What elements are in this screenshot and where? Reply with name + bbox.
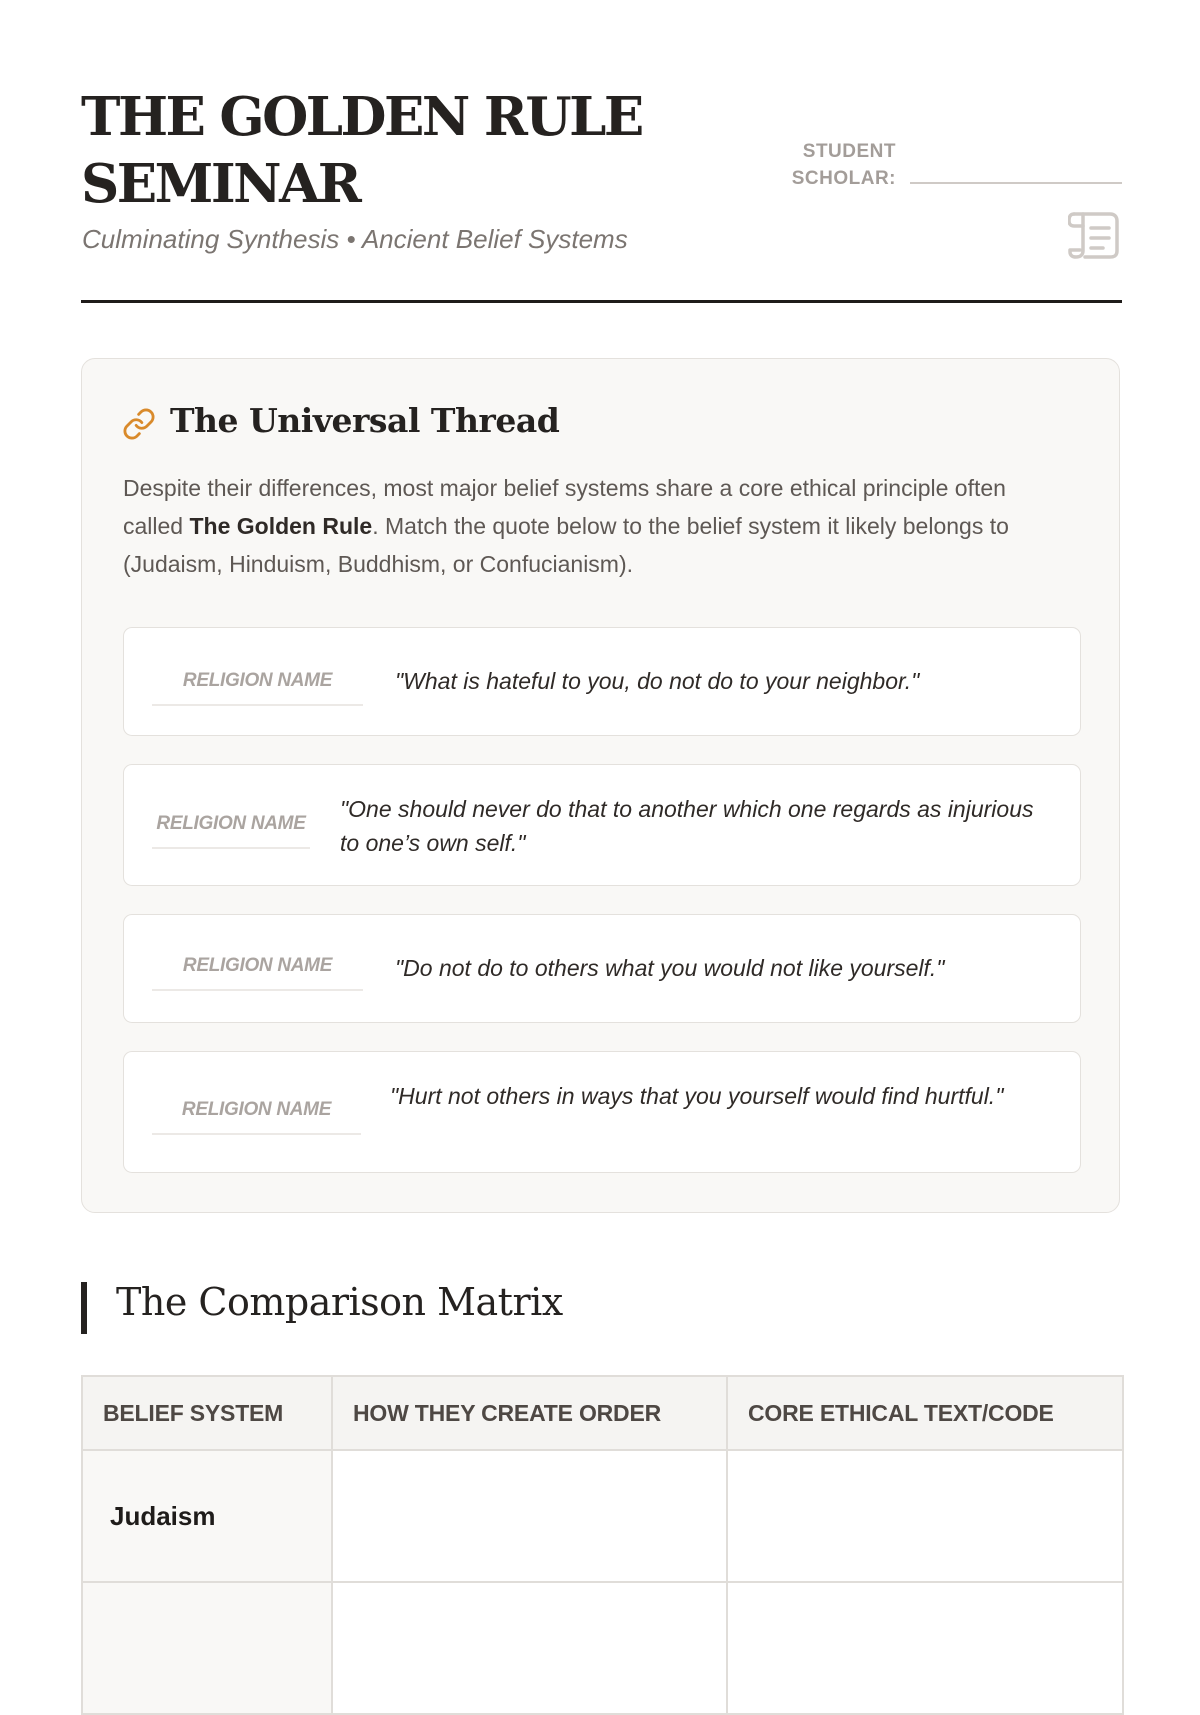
instructions-part-2: . Match the quote below to the belief system it likely belongs to (Judaism, Hinduism, Buddhism, or Confucianism).	[123, 513, 1009, 577]
table-row	[82, 1582, 1123, 1714]
scholar-label-line-2: SCHOLAR:	[791, 168, 896, 189]
instructions-text	[123, 469, 1053, 583]
ethical-text-answer-cell[interactable]	[727, 1450, 1123, 1582]
quote-match-row	[123, 1051, 1081, 1173]
column-header-ethical-text: CORE ETHICAL TEXT/CODE	[727, 1376, 1123, 1450]
link-icon	[122, 407, 156, 441]
student-scholar-label	[770, 138, 896, 192]
religion-name-blank[interactable]: RELIGION NAME	[152, 955, 363, 991]
header-divider	[81, 300, 1122, 303]
student-name-field[interactable]	[910, 182, 1122, 184]
quote-text: "Hurt not others in ways that you yourself would find hurtful."	[390, 1083, 1004, 1109]
belief-system-cell	[82, 1582, 332, 1714]
scroll-icon	[1068, 210, 1122, 260]
table-row	[82, 1450, 1123, 1582]
universal-thread-panel	[81, 358, 1120, 1213]
comparison-matrix-title: The Comparison Matrix	[116, 1280, 563, 1324]
quote-match-row	[123, 764, 1081, 886]
page-subtitle: Culminating Synthesis • Ancient Belief Systems	[82, 224, 628, 254]
religion-name-blank[interactable]: RELIGION NAME	[152, 813, 310, 849]
religion-name-blank[interactable]: RELIGION NAME	[152, 670, 363, 706]
order-answer-cell[interactable]	[332, 1450, 727, 1582]
ethical-text-answer-cell[interactable]	[727, 1582, 1123, 1714]
religion-name-blank[interactable]: RELIGION NAME	[152, 1099, 361, 1135]
quote-match-row	[123, 627, 1081, 736]
order-answer-cell[interactable]	[332, 1582, 727, 1714]
belief-system-cell: Judaism	[82, 1450, 332, 1582]
page-title: THE GOLDEN RULE SEMINAR	[81, 86, 642, 215]
column-header-order: HOW THEY CREATE ORDER	[332, 1376, 727, 1450]
section-title: The Universal Thread	[170, 401, 560, 440]
table-header-row	[82, 1376, 1123, 1450]
instructions-part-1: Despite their differences, most major belief systems share a core ethical principle often called	[123, 475, 1006, 539]
golden-rule-term: The Golden Rule	[189, 513, 373, 539]
comparison-matrix-table	[81, 1375, 1124, 1715]
quote-text: "Do not do to others what you would not like yourself."	[395, 955, 945, 981]
quote-match-row	[123, 914, 1081, 1023]
section-accent-bar	[81, 1282, 87, 1334]
column-header-belief-system: BELIEF SYSTEM	[82, 1376, 332, 1450]
scholar-label-line-1: STUDENT	[802, 141, 896, 162]
quote-text: "What is hateful to you, do not do to your neighbor."	[395, 668, 920, 694]
quote-text: "One should never do that to another which one regards as injurious to one’s own self."	[340, 796, 1034, 856]
